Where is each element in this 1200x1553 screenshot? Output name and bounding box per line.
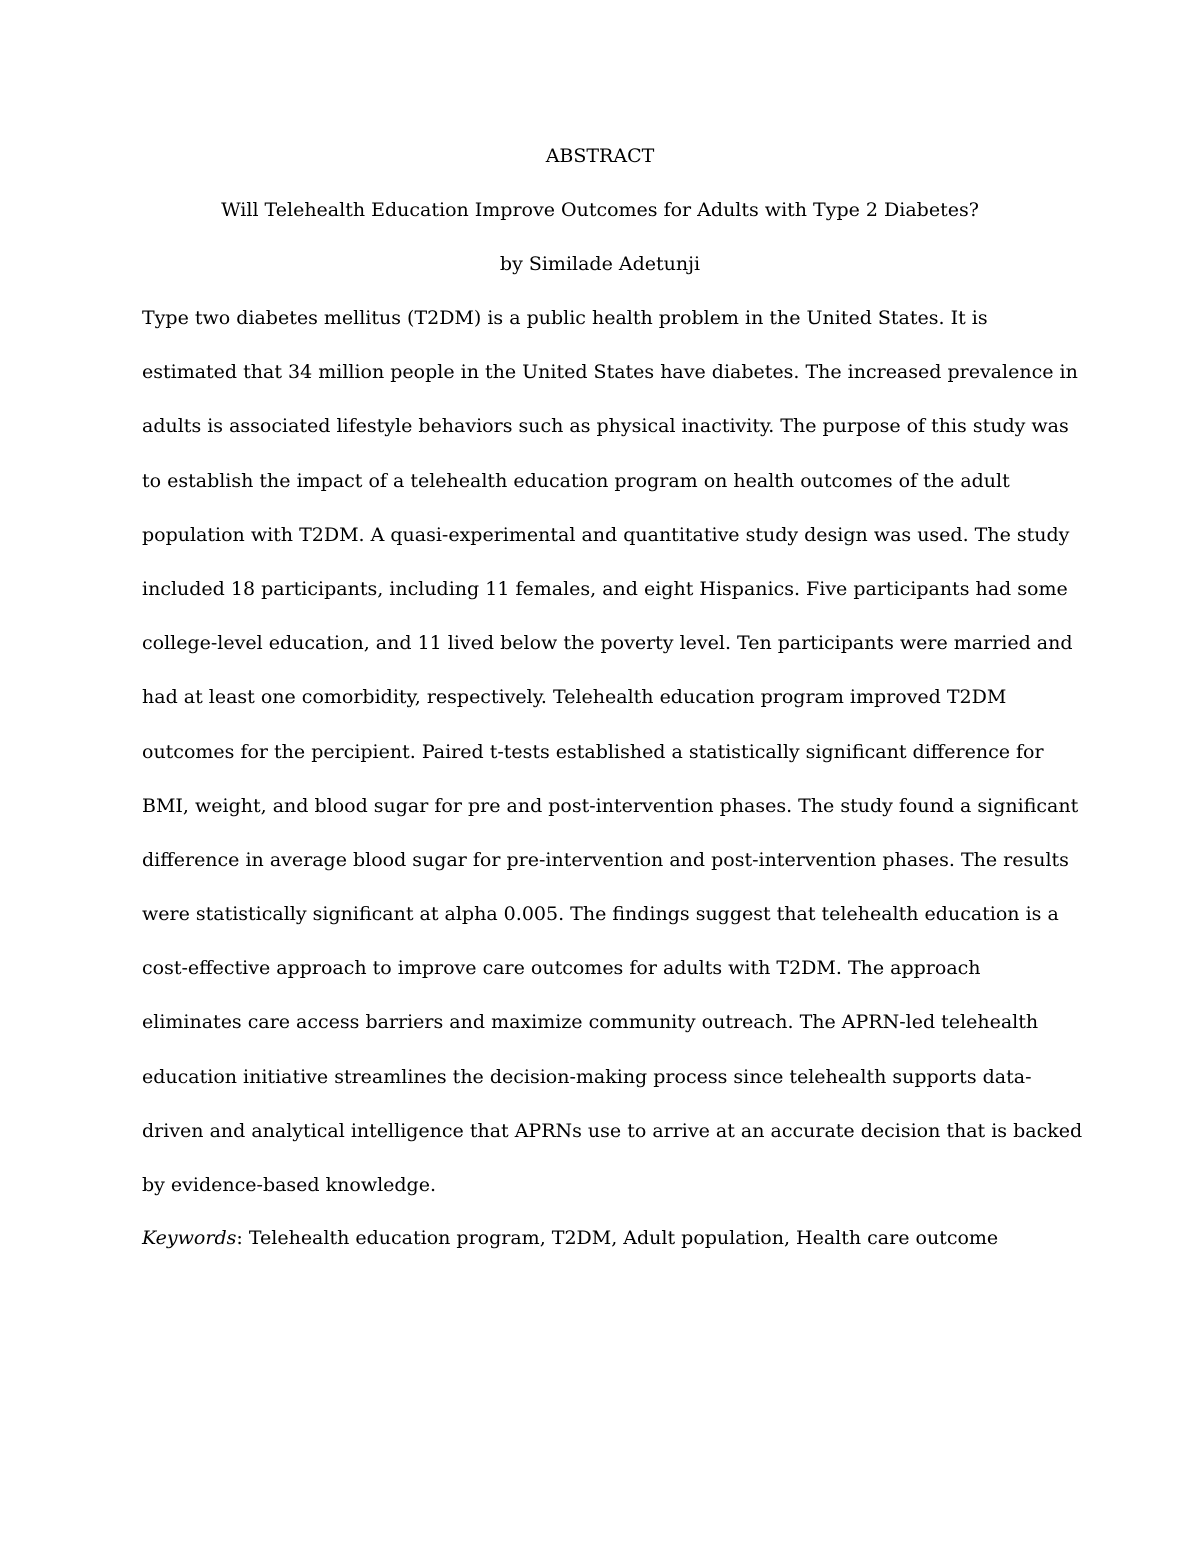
paper-title: Will Telehealth Education Improve Outcomes for Adults with Type 2 Diabetes? [221,199,979,221]
abstract-line: Type two diabetes mellitus (T2DM) is a public health problem in the United States. It is [142,307,988,329]
keywords-line [142,1225,998,1251]
abstract-line: to establish the impact of a telehealth education program on health outcomes of the adult [142,469,1010,492]
abstract-line: cost-effective approach to improve care outcomes for adults with T2DM. The approach [142,957,981,980]
abstract-line: had at least one comorbidity, respectively. Telehealth education program improved T2DM [142,686,1007,709]
abstract-line: difference in average blood sugar for pre-intervention and post-intervention phases. The results [142,848,1069,871]
abstract-line: adults is associated lifestyle behaviors such as physical inactivity. The purpose of this study was [142,415,1069,438]
abstract-line: BMI, weight, and blood sugar for pre and post-intervention phases. The study found a significant [142,794,1079,817]
author-byline: by Similade Adetunji [499,253,701,275]
abstract-heading: ABSTRACT [545,145,655,167]
keywords-text: : Telehealth education program, T2DM, Adult population, Health care outcome [236,1227,999,1249]
keywords-label: Keywords [142,1227,237,1249]
abstract-line: estimated that 34 million people in the United States have diabetes. The increased prevalence in [142,361,1078,384]
abstract-line: education initiative streamlines the decision-making process since telehealth supports data- [142,1065,1032,1088]
abstract-body [142,305,1083,1226]
abstract-line: by evidence-based knowledge. [142,1174,437,1196]
abstract-line: college-level education, and 11 lived below the poverty level. Ten participants were married and [142,632,1073,655]
abstract-line: eliminates care access barriers and maximize community outreach. The APRN-led telehealth [142,1011,1039,1034]
abstract-line: population with T2DM. A quasi-experimental and quantitative study design was used. The study [142,523,1070,546]
abstract-line: outcomes for the percipient. Paired t-tests established a statistically significant difference for [142,740,1044,763]
abstract-line: driven and analytical intelligence that APRNs use to arrive at an accurate decision that is backed [142,1119,1083,1142]
abstract-line: included 18 participants, including 11 females, and eight Hispanics. Five participants had some [142,577,1068,600]
abstract-line: were statistically significant at alpha 0.005. The findings suggest that telehealth education is a [142,903,1059,926]
